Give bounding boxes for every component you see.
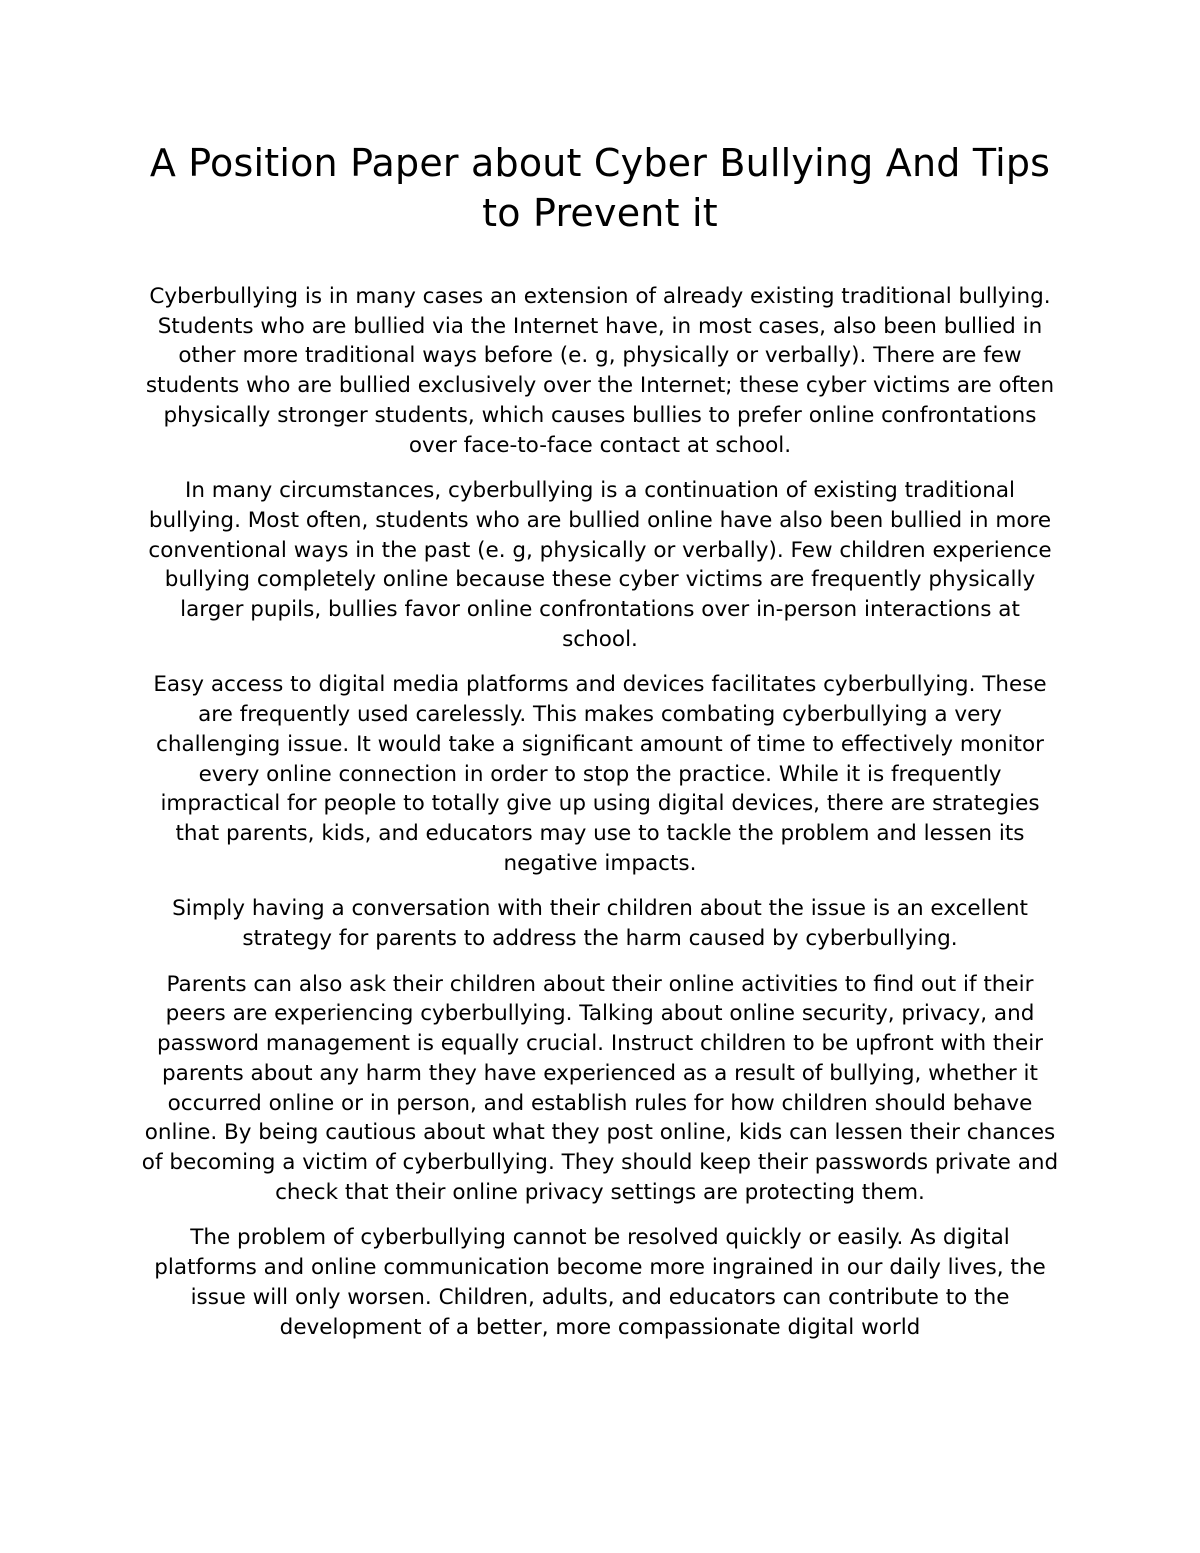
paragraph-1: Cyberbullying is in many cases an extension of already existing traditional bullying. Students who are bullied via the Internet have, in most cases, also been bullied in other more traditional ways before (e. g, physically or verbally). There are few students who are bullied exclusively over the Internet; these cyber victims are often physically stronger students, which causes bullies to prefer online confrontations over face-to-face contact at school. xyxy=(145,284,1055,458)
document-page xyxy=(140,138,1060,1358)
document-title: A Position Paper about Cyber Bullying And Tips to Prevent it xyxy=(149,141,1051,235)
paragraph-3: Easy access to digital media platforms and devices facilitates cyberbullying. These are frequently used carelessly. This makes combating cyberbullying a very challenging issue. It would take a significant amount of time to effectively monitor every online connection in order to stop the practice. While it is frequently impractical for people to totally give up using digital devices, there are strategies that parents, kids, and educators may use to tackle the problem and lessen its negative impacts. xyxy=(153,672,1047,876)
paragraph-5: Parents can also ask their children about their online activities to find out if their peers are experiencing cyberbullying. Talking about online security, privacy, and password management is equally crucial. Instruct children to be upfront with their parents about any harm they have experienced as a result of bullying, whether it occurred online or in person, and establish rules for how children should behave online. By being cautious about what they post online, kids can lessen their chances of becoming a victim of cyberbullying. They should keep their passwords private and check that their online privacy settings are protecting them. xyxy=(141,971,1059,1205)
paragraph-6: The problem of cyberbullying cannot be resolved quickly or easily. As digital platforms and online communication become more ingrained in our daily lives, the issue will only worsen. Children, adults, and educators can contribute to the development of a better, more compassionate digital world xyxy=(154,1225,1046,1340)
paragraph-2: In many circumstances, cyberbullying is a continuation of existing traditional bullying. Most often, students who are bullied online have also been bullied in more conventional ways in the past (e. g, physically or verbally). Few children experience bullying completely online because these cyber victims are frequently physically larger pupils, bullies favor online confrontations over in-person interactions at school. xyxy=(148,478,1052,652)
paragraph-4: Simply having a conversation with their children about the issue is an excellent strategy for parents to address the harm caused by cyberbullying. xyxy=(172,896,1028,952)
